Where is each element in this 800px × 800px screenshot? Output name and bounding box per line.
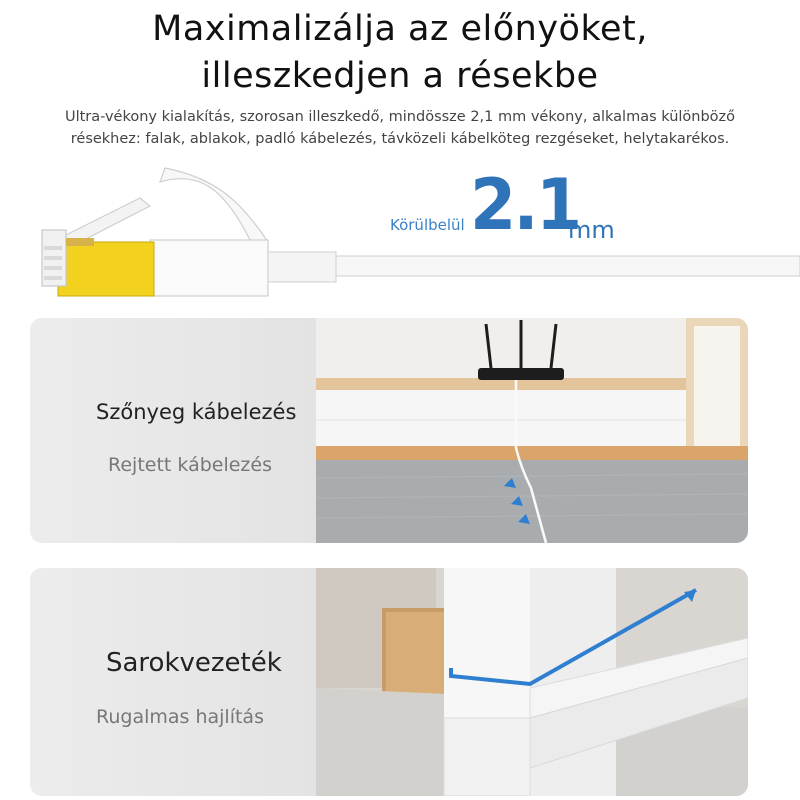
corner-wiring-panel: [30, 568, 748, 796]
flat-cable-illustration: [0, 160, 800, 310]
panel-title: Sarokvezeték: [106, 648, 282, 678]
spec-prefix: Körülbelül: [390, 216, 465, 234]
description-line-2: résekhez: falak, ablakok, padló kábelezés, távközeli kábelköteg rezgéseket, helytakarékos.: [70, 131, 730, 147]
spec-value: 2.1: [470, 164, 580, 246]
description: [20, 106, 780, 150]
router-room-photo: [316, 318, 748, 543]
panel-subtitle: Rejtett kábelezés: [108, 454, 272, 476]
headline: [0, 6, 800, 100]
carpet-wiring-panel: [30, 318, 748, 543]
description-line-1: Ultra-vékony kialakítás, szorosan illeszkedő, mindössze 2,1 mm vékony, alkalmas különböző: [64, 109, 736, 125]
panel-subtitle: Rugalmas hajlítás: [96, 706, 264, 728]
corner-baseboard-photo: [316, 568, 748, 796]
headline-line-2: illeszkedjen a résekbe: [201, 56, 599, 96]
headline-line-1: Maximalizálja az előnyöket,: [152, 9, 648, 49]
panel-title: Szőnyeg kábelezés: [96, 400, 297, 424]
spec-unit: mm: [568, 216, 615, 244]
